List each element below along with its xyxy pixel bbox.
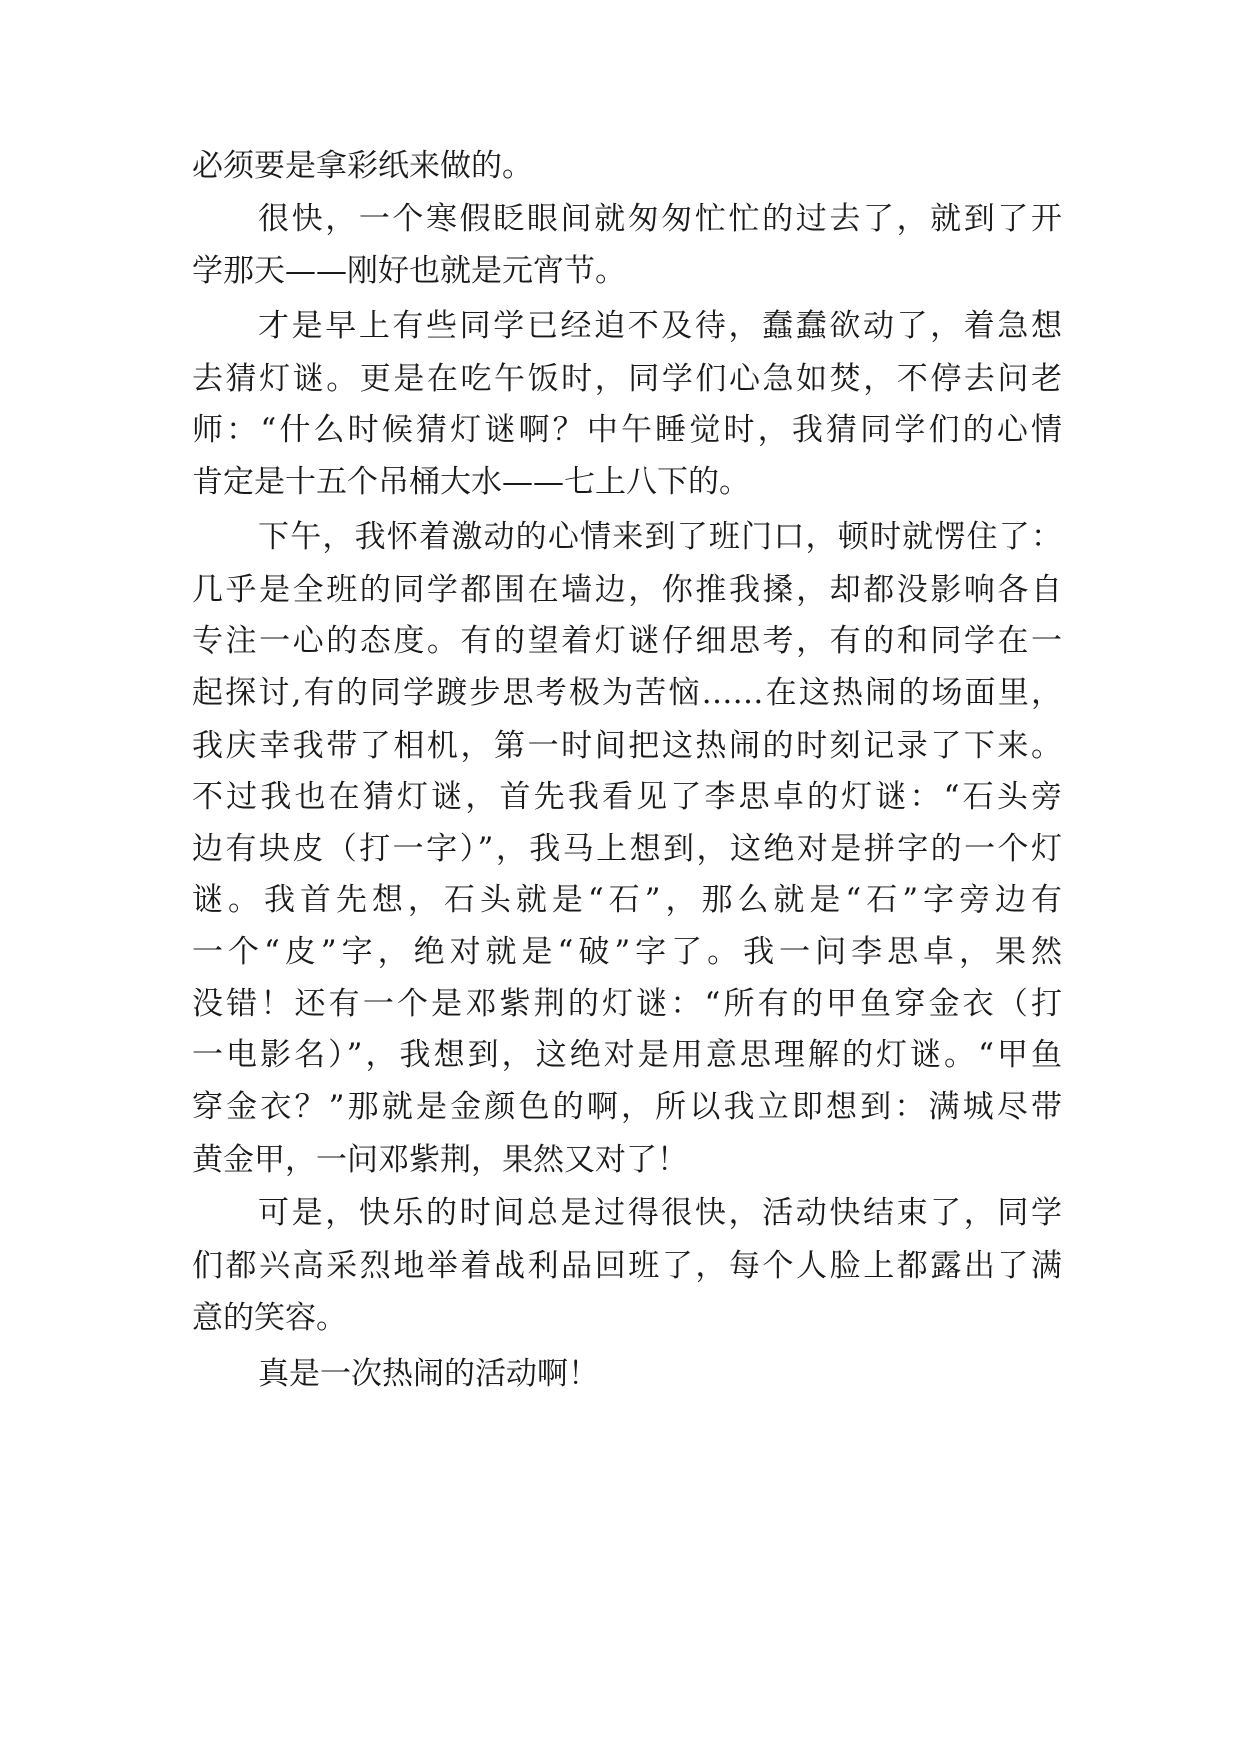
text-line: 去猜灯谜。更是在吃午饭时，同学们心急如焚，不停去问老 <box>192 361 1062 397</box>
text-line: 才是早上有些同学已经迫不及待，蠢蠢欲动了，着急想 <box>258 308 1062 344</box>
text-line: 不过我也在猜灯谜，首先我看见了李思卓的灯谜：“石头旁 <box>192 779 1062 815</box>
text-line: 意的笑容。 <box>192 1300 347 1336</box>
text-line: 黄金甲，一问邓紫荆，果然又对了！ <box>192 1142 688 1178</box>
text-line: 真是一次热闹的活动啊！ <box>258 1356 599 1392</box>
text-line: 没错！还有一个是邓紫荆的灯谜：“所有的甲鱼穿金衣（打 <box>192 986 1062 1022</box>
text-line: 肯定是十五个吊桶大水——七上八下的。 <box>192 464 750 500</box>
text-line: 下午，我怀着激动的心情来到了班门口，顿时就愣住了： <box>258 519 1062 555</box>
text-line: 起探讨,有的同学踱步思考极为苦恼……在这热闹的场面里， <box>192 675 1062 711</box>
text-line: 几乎是全班的同学都围在墙边，你推我搡，却都没影响各自 <box>192 572 1062 608</box>
text-line: 穿金衣？”那就是金颜色的啊，所以我立即想到：满城尽带 <box>192 1089 1062 1125</box>
text-line: 边有块皮（打一字）”，我马上想到，这绝对是拼字的一个灯 <box>192 831 1062 867</box>
text-line: 们都兴高采烈地举着战利品回班了，每个人脸上都露出了满 <box>192 1248 1062 1284</box>
text-line: 一个“皮”字，绝对就是“破”字了。我一问李思卓，果然 <box>192 934 1062 970</box>
text-line: 我庆幸我带了相机，第一时间把这热闹的时刻记录了下来。 <box>192 728 1062 764</box>
text-line: 师：“什么时候猜灯谜啊？中午睡觉时，我猜同学们的心情 <box>192 412 1062 448</box>
text-line: 谜。我首先想，石头就是“石”，那么就是“石”字旁边有 <box>192 882 1062 918</box>
text-line: 一电影名）”，我想到，这绝对是用意思理解的灯谜。“甲鱼 <box>192 1037 1062 1073</box>
text-line: 必须要是拿彩纸来做的。 <box>192 148 533 184</box>
text-line: 学那天——刚好也就是元宵节。 <box>192 253 626 289</box>
text-line: 很快，一个寒假眨眼间就匆匆忙忙的过去了，就到了开 <box>258 201 1062 237</box>
text-line: 可是，快乐的时间总是过得很快，活动快结束了，同学 <box>258 1195 1062 1231</box>
text-line: 专注一心的态度。有的望着灯谜仔细思考，有的和同学在一 <box>192 623 1062 659</box>
